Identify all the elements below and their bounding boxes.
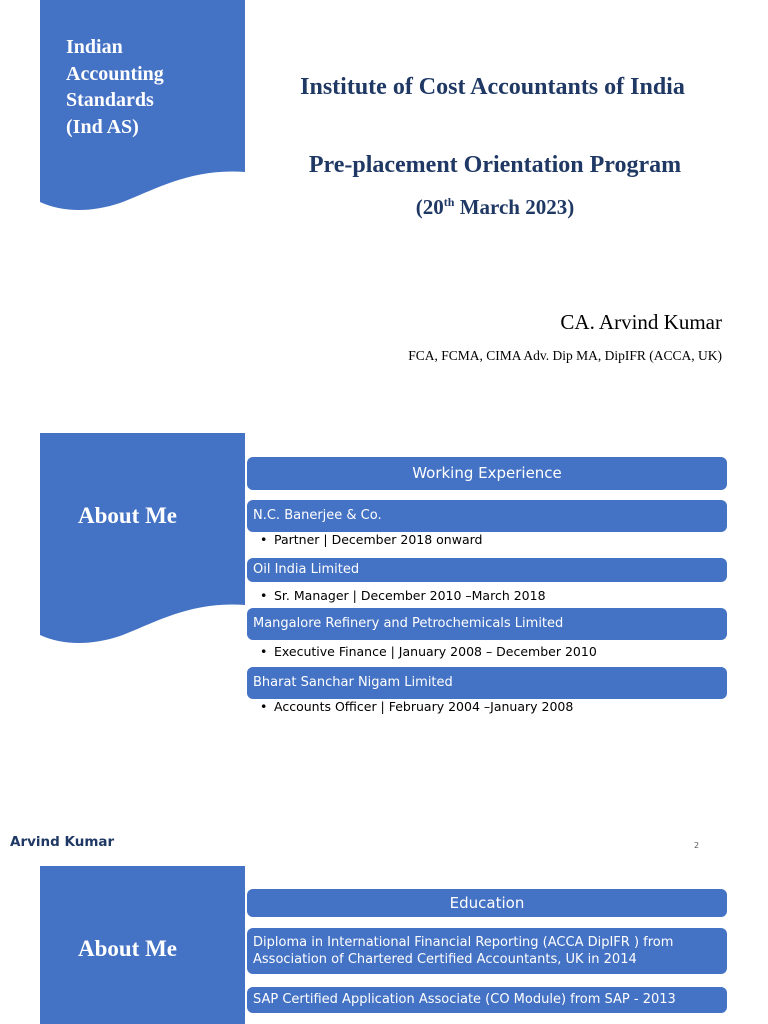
experience-detail-text: Executive Finance | January 2008 – December 2010 bbox=[274, 644, 597, 659]
date-suffix: March 2023) bbox=[454, 195, 575, 219]
program-title bbox=[255, 152, 735, 179]
program-label: Pre-placement Orientation Program bbox=[308, 152, 682, 178]
banner-line: Indian bbox=[66, 36, 123, 58]
section-header: Working Experience bbox=[247, 457, 727, 490]
program-date bbox=[255, 195, 735, 220]
experience-detail bbox=[260, 699, 573, 714]
education-item: SAP Certified Application Associate (CO Module) from SAP - 2013 bbox=[247, 987, 727, 1013]
speaker-name: CA. Arvind Kumar bbox=[560, 310, 722, 334]
footer-name: Arvind Kumar bbox=[10, 834, 115, 850]
bullet-mark: • bbox=[260, 699, 268, 714]
bullet-mark: • bbox=[260, 532, 268, 547]
experience-detail bbox=[260, 644, 597, 659]
experience-detail-text: Accounts Officer | February 2004 –January 2008 bbox=[274, 699, 574, 714]
bullet-mark: • bbox=[260, 644, 268, 659]
institute-title: Institute of Cost Accountants of India bbox=[300, 74, 685, 100]
title-banner bbox=[40, 0, 245, 215]
education-item: Diploma in International Financial Reporting (ACCA DipIFR ) from Association of Chartered Certified Accountants, UK in 2014 bbox=[247, 928, 727, 974]
slide-title bbox=[0, 0, 768, 410]
about-banner bbox=[40, 433, 245, 648]
experience-detail bbox=[260, 588, 546, 603]
experience-org: Oil India Limited bbox=[247, 558, 727, 582]
section-header: Education bbox=[247, 889, 727, 917]
experience-org: Mangalore Refinery and Petrochemicals Limited bbox=[247, 608, 727, 640]
slide-education bbox=[0, 866, 768, 1024]
banner-title: About Me bbox=[77, 936, 178, 961]
experience-org: Bharat Sanchar Nigam Limited bbox=[247, 667, 727, 699]
slide-working-experience bbox=[0, 433, 768, 863]
speaker-credentials: FCA, FCMA, CIMA Adv. Dip MA, DipIFR (ACCA, UK) bbox=[408, 348, 722, 363]
banner-line: Standards bbox=[66, 89, 154, 111]
banner-line: Accounting bbox=[66, 62, 164, 85]
banner-line: (Ind AS) bbox=[66, 115, 139, 138]
banner-shape bbox=[40, 433, 245, 648]
experience-detail bbox=[260, 532, 482, 547]
banner-title bbox=[66, 34, 164, 140]
experience-org: N.C. Banerjee & Co. bbox=[247, 500, 727, 532]
bullet-mark: • bbox=[260, 588, 268, 603]
date-prefix: (20 bbox=[415, 195, 444, 219]
experience-detail-text: Partner | December 2018 onward bbox=[274, 532, 483, 547]
date-superscript: th bbox=[443, 195, 455, 209]
banner-title: About Me bbox=[77, 503, 178, 528]
experience-detail-text: Sr. Manager | December 2010 –March 2018 bbox=[274, 588, 546, 603]
about-banner bbox=[40, 866, 245, 1024]
page-number: 2 bbox=[694, 841, 700, 850]
